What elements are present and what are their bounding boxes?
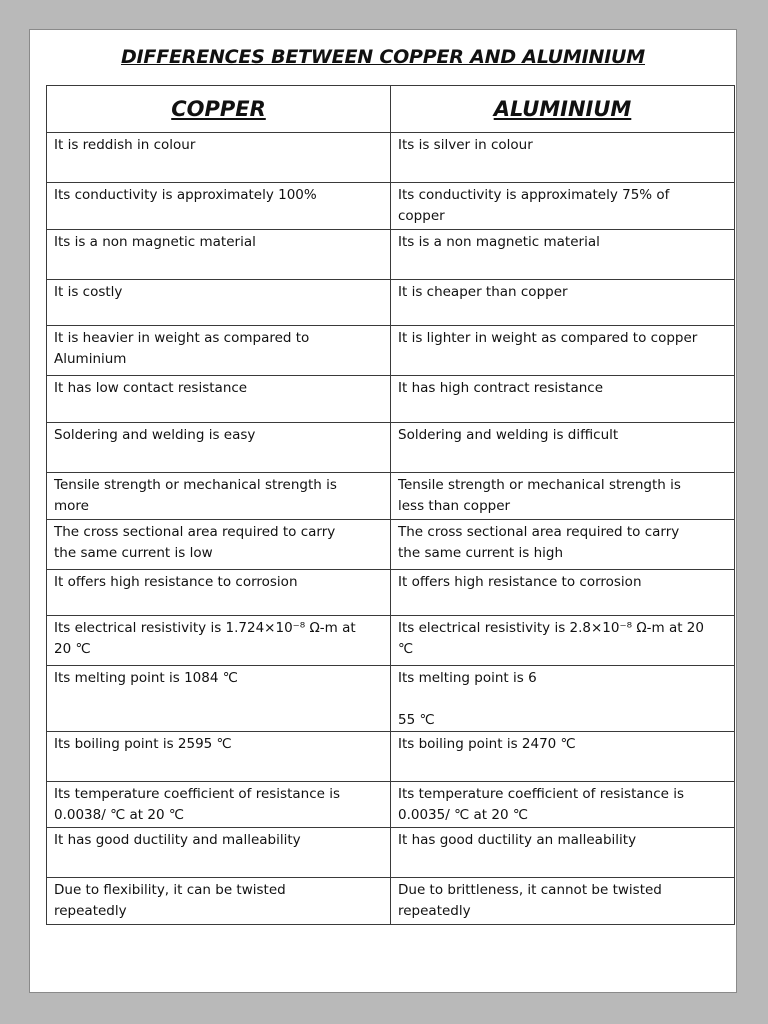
table-row [47, 782, 735, 828]
header-aluminium: ALUMINIUM [391, 86, 735, 133]
copper-cell: Its conductivity is approximately 100% [47, 183, 391, 230]
header-copper: COPPER [47, 86, 391, 133]
aluminium-cell: Soldering and welding is difficult [391, 423, 735, 473]
aluminium-cell: Its melting point is 6 55 ℃ [391, 666, 735, 732]
table-row [47, 616, 735, 666]
aluminium-cell: It has high contract resistance [391, 376, 735, 423]
aluminium-cell: Its temperature coefficient of resistance is 0.0035/ ℃ at 20 ℃ [391, 782, 735, 828]
aluminium-cell: Tensile strength or mechanical strength is less than copper [391, 473, 735, 520]
copper-cell: It offers high resistance to corrosion [47, 570, 391, 616]
table-row [47, 326, 735, 376]
copper-cell: It is reddish in colour [47, 133, 391, 183]
aluminium-cell: Its is silver in colour [391, 133, 735, 183]
aluminium-cell: It offers high resistance to corrosion [391, 570, 735, 616]
aluminium-cell: It is lighter in weight as compared to copper [391, 326, 735, 376]
aluminium-cell: Its boiling point is 2470 ℃ [391, 732, 735, 782]
document-title: DIFFERENCES BETWEEN COPPER AND ALUMINIUM [120, 46, 645, 68]
table-row [47, 666, 735, 732]
table-row [47, 732, 735, 782]
copper-cell: It is costly [47, 280, 391, 326]
document-page [30, 30, 736, 992]
aluminium-cell: It has good ductility an malleability [391, 828, 735, 878]
copper-cell: Its boiling point is 2595 ℃ [47, 732, 391, 782]
table-row [47, 280, 735, 326]
copper-cell: Tensile strength or mechanical strength is more [47, 473, 391, 520]
copper-cell: Due to flexibility, it can be twisted repeatedly [47, 878, 391, 925]
copper-cell: Soldering and welding is easy [47, 423, 391, 473]
copper-cell: Its is a non magnetic material [47, 230, 391, 280]
copper-cell: It is heavier in weight as compared to Aluminium [47, 326, 391, 376]
table-row [47, 183, 735, 230]
table-row [47, 520, 735, 570]
table-row [47, 376, 735, 423]
copper-cell: It has good ductility and malleability [47, 828, 391, 878]
table-row [47, 828, 735, 878]
table-row [47, 133, 735, 183]
copper-cell: Its temperature coefficient of resistance is 0.0038/ ℃ at 20 ℃ [47, 782, 391, 828]
aluminium-cell: Its conductivity is approximately 75% of copper [391, 183, 735, 230]
aluminium-cell: Its electrical resistivity is 2.8×10⁻⁸ Ω-m at 20 ℃ [391, 616, 735, 666]
aluminium-cell: Due to brittleness, it cannot be twisted repeatedly [391, 878, 735, 925]
table-header-row [47, 86, 735, 133]
aluminium-cell: The cross sectional area required to carry the same current is high [391, 520, 735, 570]
copper-cell: Its electrical resistivity is 1.724×10⁻⁸ Ω-m at 20 ℃ [47, 616, 391, 666]
copper-cell: It has low contact resistance [47, 376, 391, 423]
comparison-table [46, 85, 735, 925]
table-row [47, 230, 735, 280]
copper-cell: The cross sectional area required to carry the same current is low [47, 520, 391, 570]
aluminium-cell: It is cheaper than copper [391, 280, 735, 326]
table-row [47, 570, 735, 616]
table-row [47, 473, 735, 520]
table-row [47, 423, 735, 473]
copper-cell: Its melting point is 1084 ℃ [47, 666, 391, 732]
table-row [47, 878, 735, 925]
aluminium-cell: Its is a non magnetic material [391, 230, 735, 280]
